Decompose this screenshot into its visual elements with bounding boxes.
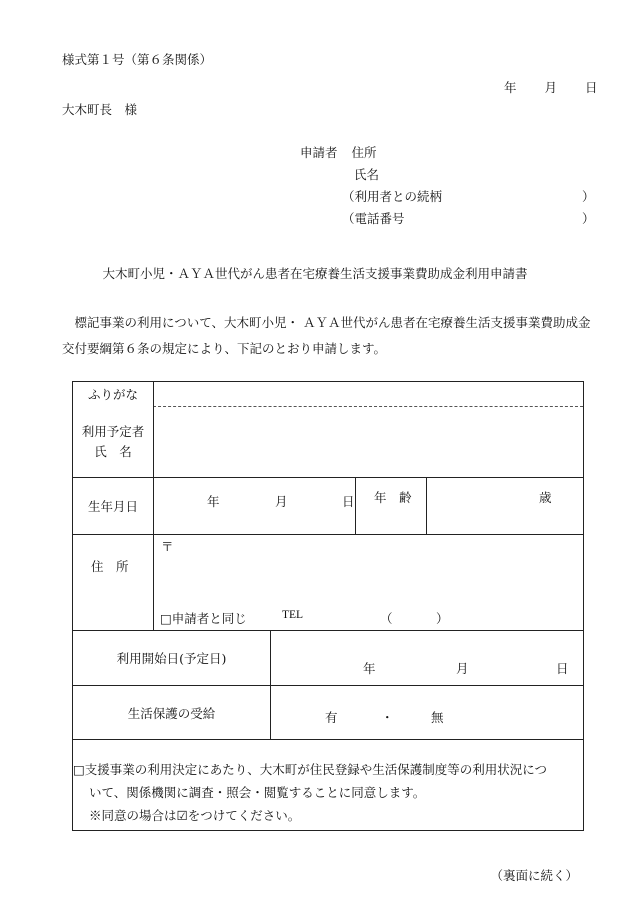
age-label-cell	[355, 478, 426, 534]
furigana-field[interactable]	[153, 382, 583, 407]
start-date-row	[73, 630, 583, 685]
welfare-field[interactable]	[270, 686, 583, 739]
age-unit: 歳	[539, 490, 552, 505]
tel-label: TEL	[282, 609, 304, 621]
same-as-applicant-checkbox[interactable]: □申請者と同じ	[160, 611, 247, 626]
welfare-yes[interactable]: 有	[325, 710, 338, 725]
user-name-label	[73, 406, 153, 477]
start-day: 日	[556, 661, 569, 676]
furigana-label: ふりがな	[87, 387, 138, 402]
user-name-label-2: 氏 名	[94, 443, 132, 459]
birth-month: 月	[275, 494, 288, 509]
document-title: 大木町小児・ＡＹＡ世代がん患者在宅療養生活支援事業費助成金利用申請書	[102, 266, 528, 281]
birth-label: 生年月日	[87, 499, 138, 514]
address-row	[73, 534, 583, 630]
continues-note: （裏面に続く）	[490, 868, 578, 883]
welfare-label: 生活保護の受給	[127, 705, 216, 721]
consent-checkbox-line[interactable]: □支援事業の利用決定にあたり、大木町が住民登録や生活保護制度等の利用状況につ	[73, 762, 548, 777]
welfare-row	[73, 685, 583, 739]
consent-row	[73, 739, 583, 830]
applicant-phone-label: （電話番号	[341, 211, 405, 226]
user-name-label-1: 利用予定者	[81, 423, 145, 439]
applicant-phone-close: ）	[582, 211, 595, 226]
date-day: 日	[585, 80, 598, 95]
postal-mark: 〒	[161, 539, 174, 554]
furigana-row	[73, 382, 583, 406]
applicant-block	[300, 142, 595, 230]
date-year: 年	[504, 80, 517, 95]
welfare-separator: ・	[381, 710, 394, 725]
tel-open: （	[380, 611, 393, 626]
applicant-label: 申請者	[300, 145, 338, 160]
user-name-row	[73, 406, 583, 477]
start-date-field[interactable]	[270, 631, 583, 685]
address-label-cell	[73, 535, 153, 630]
start-year: 年	[363, 661, 376, 676]
consent-line-2: いて、関係機関に調査・照会・閲覧することに同意します。	[89, 785, 426, 800]
birth-date-field[interactable]	[153, 478, 355, 534]
welfare-no[interactable]: 無	[431, 710, 444, 725]
start-month: 月	[456, 661, 469, 676]
date-line	[504, 78, 598, 96]
body-text: 標記事業の利用について、大木町小児・ ＡＹＡ世代がん患者在宅療養生活支援事業費助成金交付要綱第６条の規定により、下記のとおり申請します。	[62, 315, 591, 356]
address-field[interactable]	[153, 535, 583, 630]
applicant-relation-label: （利用者との続柄	[341, 189, 442, 204]
birth-year: 年	[207, 494, 220, 509]
birth-date-row	[73, 477, 583, 534]
date-month: 月	[544, 80, 558, 95]
form-number: 様式第１号（第６条関係）	[62, 52, 213, 67]
age-label: 年 齢	[374, 490, 412, 505]
tel-close: ）	[436, 611, 449, 626]
application-form-table	[72, 381, 584, 831]
address-label: 住 所	[91, 559, 129, 574]
addressee: 大木町長 様	[62, 102, 138, 117]
applicant-relation-close: ）	[582, 189, 595, 204]
consent-note: ※同意の場合は☑をつけてください。	[89, 808, 301, 823]
user-name-field[interactable]	[153, 406, 583, 477]
applicant-address-label: 住所	[351, 145, 377, 160]
applicant-name-label: 氏名	[353, 167, 379, 182]
age-field[interactable]	[426, 478, 583, 534]
start-date-label: 利用開始日(予定日)	[116, 651, 227, 666]
consent-text	[73, 740, 583, 827]
birth-day: 日	[342, 494, 355, 509]
